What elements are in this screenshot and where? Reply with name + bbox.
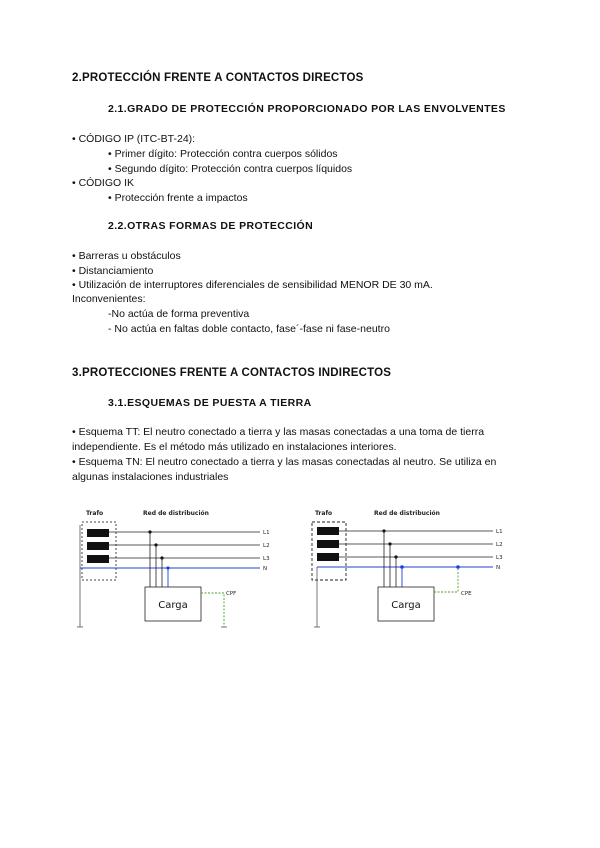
tn-winding-3: [317, 553, 339, 561]
tn-load-label: Carga: [391, 600, 421, 611]
tn-label-n: N: [496, 565, 501, 571]
tt-label-l2: L2: [263, 543, 270, 549]
section-3-1-heading: 3.1.ESQUEMAS DE PUESTA A TIERRA: [108, 397, 312, 409]
inconveniente-1: -No actúa de forma preventiva: [108, 308, 250, 320]
bullet-codigo-ik: • CÓDIGO IK: [72, 177, 135, 189]
tn-pe-label: CPE: [461, 591, 472, 597]
tn-scheme-diagram: [310, 505, 510, 633]
bullet-segundo-digito: • Segundo dígito: Protección contra cuerpos líquidos: [108, 163, 353, 175]
tt-pe-conductor: [201, 593, 224, 627]
tt-winding-3: [87, 555, 109, 563]
tn-pe-conductor: [434, 567, 458, 592]
tn-label-l2: L2: [496, 542, 503, 548]
section-2-heading: 2.PROTECCIÓN FRENTE A CONTACTOS DIRECTOS: [72, 72, 364, 84]
tn-winding-2: [317, 540, 339, 548]
bullet-interruptores: • Utilización de interruptores diferenciales de sensibilidad MENOR DE 30 mA.: [72, 279, 433, 291]
tn-red-label: Red de distribución: [374, 510, 440, 517]
tt-label-n: N: [263, 566, 268, 572]
tt-winding-1: [87, 529, 109, 537]
tt-pe-label: CPF: [226, 591, 237, 597]
tn-node-pe: [456, 565, 460, 569]
bullet-distanciamiento: • Distanciamiento: [72, 265, 154, 277]
tn-label-l3: L3: [496, 555, 503, 561]
bullet-impactos: • Protección frente a impactos: [108, 192, 248, 204]
tn-label-l1: L1: [496, 529, 503, 535]
bullet-primer-digito: • Primer dígito: Protección contra cuerpos sólidos: [108, 148, 338, 160]
tn-winding-1: [317, 527, 339, 535]
tt-label-l3: L3: [263, 556, 270, 562]
bullet-codigo-ip: • CÓDIGO IP (ITC-BT-24):: [72, 133, 196, 145]
inconvenientes-label: Inconvenientes:: [72, 293, 146, 305]
paragraph-esquema-tt: • Esquema TT: El neutro conectado a tierra y las masas conectadas a una toma de tierra independiente. Es el método más utilizado en instalaciones interiores.: [72, 426, 485, 453]
tn-trafo-label: Trafo: [315, 510, 333, 517]
tt-winding-2: [87, 542, 109, 550]
section-2-1-heading: 2.1.GRADO DE PROTECCIÓN PROPORCIONADO POR LAS ENVOLVENTES: [108, 103, 506, 115]
section-2-2-heading: 2.2.OTRAS FORMAS DE PROTECCIÓN: [108, 220, 314, 232]
tt-red-label: Red de distribución: [143, 510, 209, 517]
tt-trafo-label: Trafo: [86, 510, 104, 517]
inconveniente-2: - No actúa en faltas doble contacto, fase´-fase ni fase-neutro: [108, 323, 390, 335]
section-3-heading: 3.PROTECCIONES FRENTE A CONTACTOS INDIRECTOS: [72, 367, 392, 379]
paragraph-esquema-tn: • Esquema TN: El neutro conectado a tierra y las masas conectadas al neutro. Se utiliza en algunas instalaciones industriales: [72, 456, 497, 483]
tt-load-label: Carga: [158, 600, 188, 611]
tt-label-l1: L1: [263, 530, 270, 536]
tt-scheme-diagram: [75, 505, 280, 633]
bullet-barreras: • Barreras u obstáculos: [72, 250, 181, 262]
